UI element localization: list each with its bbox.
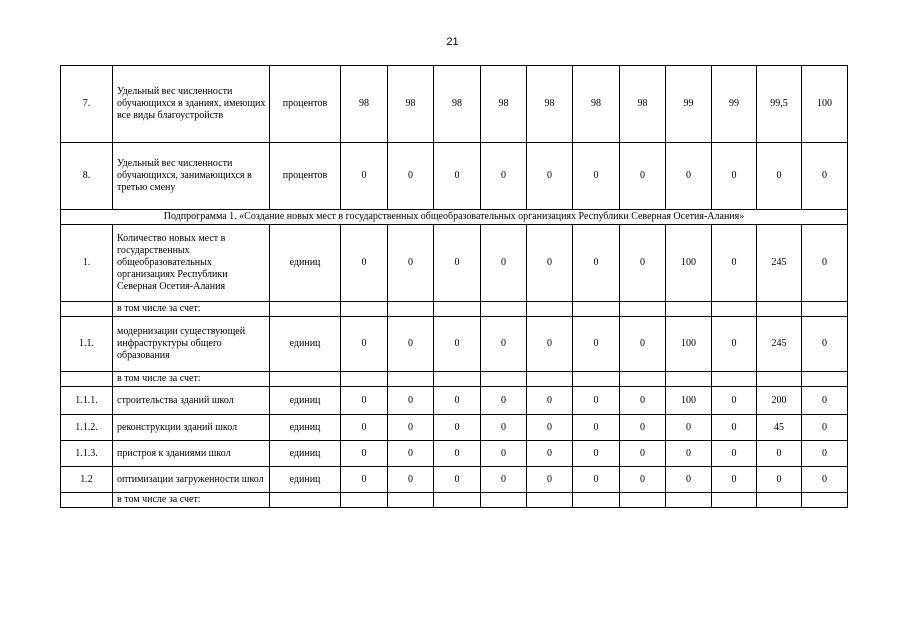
value-cell: 0 [666, 143, 712, 210]
value-cell: 99,5 [757, 66, 802, 143]
value-cell: 0 [481, 143, 527, 210]
row-number [61, 372, 113, 387]
value-cell: 0 [434, 317, 481, 372]
value-cell: 0 [481, 387, 527, 415]
value-cell: 0 [802, 225, 848, 302]
unit-of-measure: единиц [270, 317, 341, 372]
value-cell: 98 [527, 66, 573, 143]
table-row [61, 143, 848, 210]
value-cell: 0 [388, 387, 434, 415]
value-cell: 0 [712, 441, 757, 467]
table-row [61, 467, 848, 493]
value-cell: 0 [666, 467, 712, 493]
value-cell: 0 [802, 387, 848, 415]
value-cell: 0 [527, 441, 573, 467]
value-cell: 0 [527, 415, 573, 441]
row-number: 8. [61, 143, 113, 210]
row-number: 1.1.1. [61, 387, 113, 415]
table-row [61, 415, 848, 441]
value-cell: 0 [527, 317, 573, 372]
empty-cell [573, 302, 620, 317]
empty-cell [388, 372, 434, 387]
empty-cell [712, 302, 757, 317]
value-cell: 0 [341, 415, 388, 441]
unit-of-measure: процентов [270, 143, 341, 210]
value-cell: 0 [434, 225, 481, 302]
value-cell: 200 [757, 387, 802, 415]
value-cell: 0 [620, 441, 666, 467]
value-cell: 0 [388, 467, 434, 493]
value-cell: 0 [620, 467, 666, 493]
value-cell: 100 [666, 387, 712, 415]
table-row [61, 493, 848, 508]
empty-cell [434, 493, 481, 508]
value-cell: 98 [620, 66, 666, 143]
empty-cell [481, 493, 527, 508]
indicator-name: реконструкции зданий школ [113, 415, 270, 441]
row-number: 1.2 [61, 467, 113, 493]
value-cell: 0 [620, 415, 666, 441]
value-cell: 0 [481, 467, 527, 493]
page-number: 21 [446, 36, 459, 48]
table-row [61, 66, 848, 143]
empty-cell [341, 302, 388, 317]
empty-cell [666, 302, 712, 317]
unit-of-measure: единиц [270, 415, 341, 441]
value-cell: 0 [802, 441, 848, 467]
value-cell: 45 [757, 415, 802, 441]
value-cell: 0 [620, 387, 666, 415]
empty-cell [527, 302, 573, 317]
indicator-name: Удельный вес численности обучающихся, занимающихся в третью смену [113, 143, 270, 210]
empty-cell [802, 493, 848, 508]
empty-cell [757, 302, 802, 317]
empty-cell [434, 372, 481, 387]
subprogram-row [61, 210, 848, 225]
value-cell: 98 [388, 66, 434, 143]
value-cell: 0 [434, 441, 481, 467]
empty-cell [666, 372, 712, 387]
value-cell: 0 [434, 143, 481, 210]
row-number [61, 493, 113, 508]
unit-of-measure: единиц [270, 225, 341, 302]
value-cell: 0 [802, 415, 848, 441]
value-cell: 100 [666, 225, 712, 302]
indicator-name: строительства зданий школ [113, 387, 270, 415]
value-cell: 0 [527, 387, 573, 415]
value-cell: 0 [573, 225, 620, 302]
value-cell: 0 [666, 441, 712, 467]
value-cell: 0 [481, 415, 527, 441]
value-cell: 98 [481, 66, 527, 143]
empty-cell [341, 372, 388, 387]
table-row [61, 302, 848, 317]
subprogram-header: Подпрограмма 1. «Создание новых мест в государственных общеобразовательных организациях Республики Северная Осетия-Алания» [61, 210, 848, 225]
table-row [61, 372, 848, 387]
value-cell: 0 [620, 225, 666, 302]
value-cell: 0 [527, 467, 573, 493]
empty-cell [712, 372, 757, 387]
row-number: 1.1. [61, 317, 113, 372]
value-cell: 0 [573, 387, 620, 415]
value-cell: 99 [666, 66, 712, 143]
empty-cell [341, 493, 388, 508]
value-cell: 0 [573, 467, 620, 493]
empty-cell [270, 372, 341, 387]
empty-cell [527, 372, 573, 387]
indicator-name: модернизации существующей инфраструктуры общего образования [113, 317, 270, 372]
row-number: 1.1.3. [61, 441, 113, 467]
value-cell: 0 [620, 143, 666, 210]
empty-cell [434, 302, 481, 317]
value-cell: 0 [802, 467, 848, 493]
indicator-name: пристроя к зданиями школ [113, 441, 270, 467]
value-cell: 245 [757, 225, 802, 302]
unit-of-measure: единиц [270, 387, 341, 415]
subrow-label: в том числе за счет: [113, 493, 270, 508]
value-cell: 0 [712, 467, 757, 493]
value-cell: 0 [527, 225, 573, 302]
empty-cell [573, 493, 620, 508]
indicator-name: оптимизации загруженности школ [113, 467, 270, 493]
row-number: 1. [61, 225, 113, 302]
value-cell: 99 [712, 66, 757, 143]
value-cell: 0 [388, 225, 434, 302]
indicators-table [60, 65, 848, 508]
empty-cell [573, 372, 620, 387]
empty-cell [270, 493, 341, 508]
subrow-label: в том числе за счет: [113, 302, 270, 317]
empty-cell [620, 302, 666, 317]
value-cell: 0 [712, 143, 757, 210]
value-cell: 98 [341, 66, 388, 143]
table-row [61, 387, 848, 415]
table-row [61, 317, 848, 372]
empty-cell [712, 493, 757, 508]
empty-cell [388, 493, 434, 508]
table-row [61, 441, 848, 467]
value-cell: 0 [802, 317, 848, 372]
value-cell: 0 [388, 317, 434, 372]
value-cell: 0 [388, 441, 434, 467]
value-cell: 100 [802, 66, 848, 143]
row-number: 7. [61, 66, 113, 143]
value-cell: 0 [481, 225, 527, 302]
value-cell: 0 [341, 441, 388, 467]
value-cell: 0 [573, 143, 620, 210]
empty-cell [666, 493, 712, 508]
value-cell: 0 [434, 387, 481, 415]
value-cell: 0 [388, 415, 434, 441]
table-body [61, 66, 848, 508]
empty-cell [527, 493, 573, 508]
value-cell: 0 [341, 317, 388, 372]
empty-cell [620, 493, 666, 508]
subrow-label: в том числе за счет: [113, 372, 270, 387]
value-cell: 0 [341, 387, 388, 415]
value-cell: 0 [388, 143, 434, 210]
empty-cell [757, 493, 802, 508]
empty-cell [757, 372, 802, 387]
indicator-name: Удельный вес численности обучающихся в зданиях, имеющих все виды благоустройств [113, 66, 270, 143]
value-cell: 0 [527, 143, 573, 210]
value-cell: 0 [757, 467, 802, 493]
value-cell: 0 [712, 317, 757, 372]
value-cell: 0 [620, 317, 666, 372]
value-cell: 0 [341, 467, 388, 493]
unit-of-measure: единиц [270, 441, 341, 467]
table-row [61, 225, 848, 302]
row-number [61, 302, 113, 317]
value-cell: 0 [573, 317, 620, 372]
value-cell: 245 [757, 317, 802, 372]
value-cell: 0 [573, 441, 620, 467]
value-cell: 0 [802, 143, 848, 210]
value-cell: 0 [481, 317, 527, 372]
empty-cell [620, 372, 666, 387]
value-cell: 0 [341, 225, 388, 302]
empty-cell [270, 302, 341, 317]
unit-of-measure: единиц [270, 467, 341, 493]
value-cell: 0 [573, 415, 620, 441]
row-number: 1.1.2. [61, 415, 113, 441]
empty-cell [481, 302, 527, 317]
value-cell: 0 [757, 441, 802, 467]
value-cell: 98 [573, 66, 620, 143]
empty-cell [481, 372, 527, 387]
empty-cell [802, 302, 848, 317]
value-cell: 0 [666, 415, 712, 441]
value-cell: 0 [712, 225, 757, 302]
empty-cell [802, 372, 848, 387]
value-cell: 0 [712, 415, 757, 441]
unit-of-measure: процентов [270, 66, 341, 143]
empty-cell [388, 302, 434, 317]
value-cell: 0 [757, 143, 802, 210]
value-cell: 0 [434, 467, 481, 493]
value-cell: 0 [434, 415, 481, 441]
value-cell: 98 [434, 66, 481, 143]
indicator-name: Количество новых мест в государственных общеобразовательных организациях Республики Северная Осетия-Алания [113, 225, 270, 302]
value-cell: 0 [481, 441, 527, 467]
value-cell: 0 [712, 387, 757, 415]
value-cell: 100 [666, 317, 712, 372]
value-cell: 0 [341, 143, 388, 210]
